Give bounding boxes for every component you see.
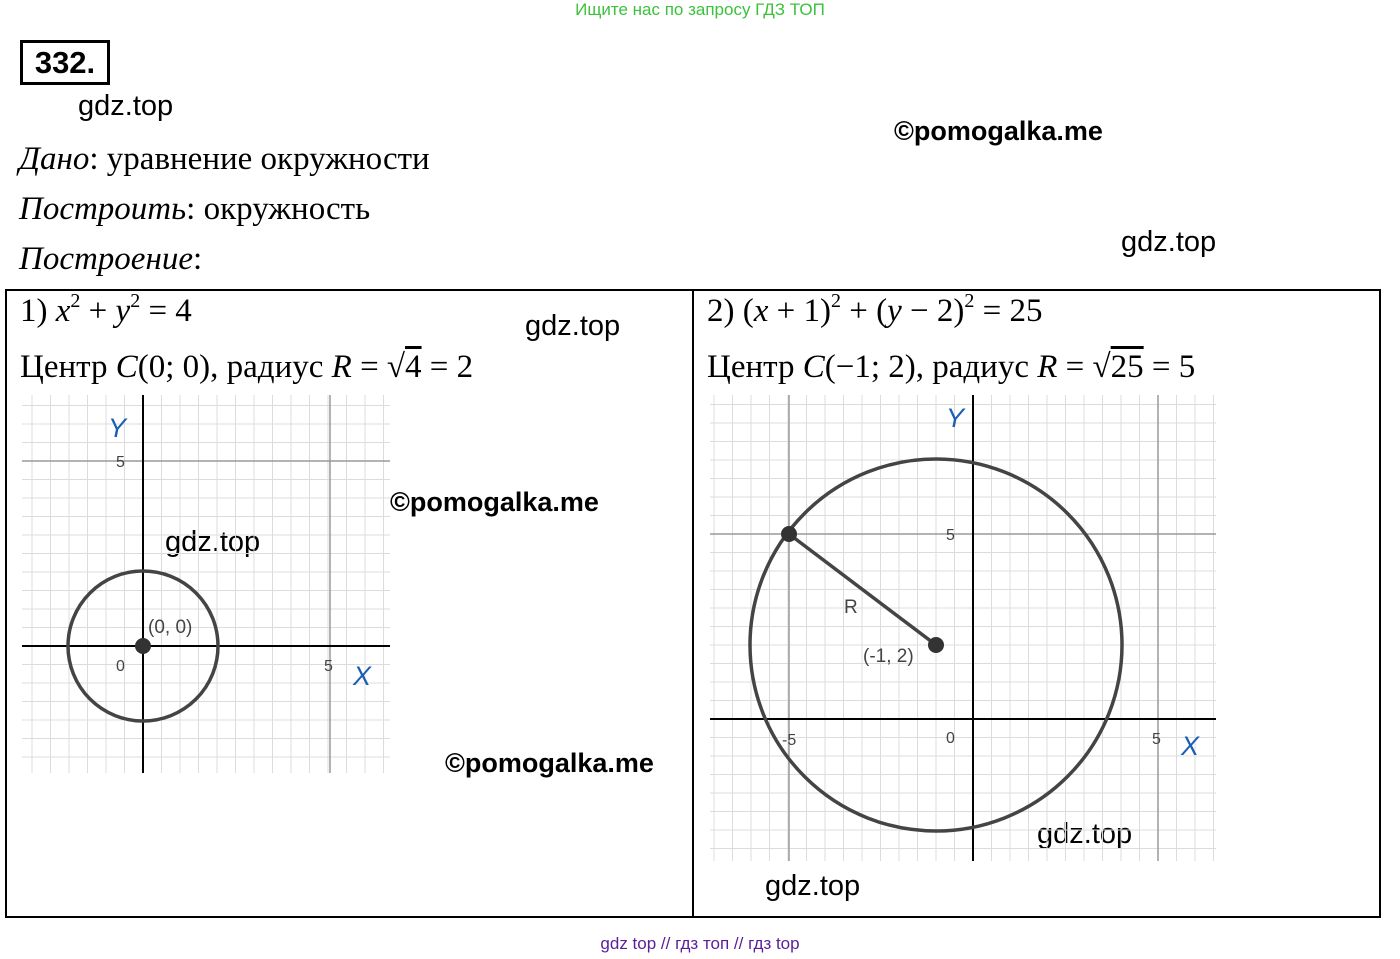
watermark-pomogalka: ©pomogalka.me [894,116,1103,146]
x-axis-label: X [353,661,372,691]
y-axis-label: Y [108,413,127,443]
construction-text: : [192,241,203,277]
left-equation: 1) $x^2 + y^2 = 4$ [20,290,192,329]
table-divider [692,289,694,918]
tick-x-5: 5 [324,658,333,675]
origin-label: 0 [116,658,125,675]
right-equation: 2) $(x + 1)^2 + (y - 2)^2 = 25$ [707,290,1043,329]
tick-x-m5: -5 [782,732,797,749]
origin-label: 0 [946,730,955,747]
construct-text: : окружность [186,191,371,227]
given-line [19,141,430,178]
watermark-gdz: gdz.top [1037,818,1133,850]
point-label: (-1, 2) [863,646,914,667]
tick-y-5: 5 [946,527,955,544]
given-label: Дано [19,141,90,177]
watermark-gdz: gdz.top [78,90,174,122]
radius-label: R [844,597,858,618]
center-point [928,637,944,653]
watermark-pomogalka: ©pomogalka.me [445,748,654,778]
watermark-gdz: gdz.top [525,310,621,342]
tick-x-5: 5 [1152,731,1161,748]
watermark-gdz: gdz.top [765,870,861,902]
left-center-line: Центр C(0; 0), радиус R = √4 = 2 [20,349,474,385]
watermark-gdz: gdz.top [1121,226,1217,258]
given-text: : уравнение окружности [89,141,430,177]
tick-y-5: 5 [116,454,125,471]
watermark-pomogalka: ©pomogalka.me [390,487,599,517]
right-center-line: Центр C(−1; 2), радиус R = √25 = 5 [707,349,1196,385]
left-graph [22,395,392,775]
construction-line [19,241,202,278]
construct-label: Построить [19,191,187,227]
circle-point [781,526,797,542]
top-banner: Ищите нас по запросу ГДЗ ТОП [575,0,825,19]
x-axis-label: X [1181,731,1200,761]
watermark-gdz: gdz.top [165,526,261,558]
construction-label: Построение [19,241,193,277]
right-graph [710,395,1218,863]
footer: gdz top // гдз топ // гдз top [600,934,800,953]
y-axis-label: Y [946,403,965,433]
construct-line [19,191,370,228]
center-point [135,638,151,654]
task-number: 332. [20,40,110,85]
point-label: (0, 0) [148,617,193,638]
